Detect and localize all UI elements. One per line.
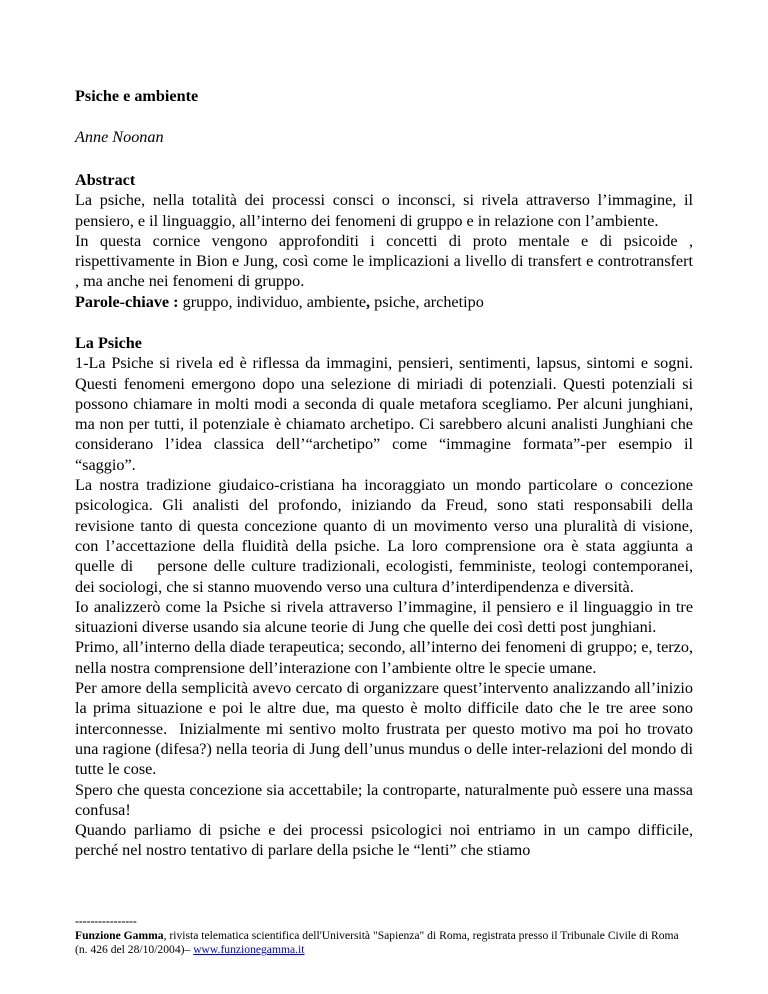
keywords-label: Parole-chiave :: [75, 293, 179, 311]
keywords-line: [75, 292, 693, 312]
keywords-terms: psiche, archetipo: [370, 293, 484, 311]
keywords-terms: gruppo, individuo, ambiente: [178, 293, 367, 311]
abstract-heading: Abstract: [75, 171, 136, 189]
footer-citation: [75, 929, 693, 957]
footer-rule: ----------------: [75, 915, 137, 928]
page-footer: [75, 915, 693, 958]
keywords-separator: ,: [366, 293, 371, 311]
section-la-psiche: [75, 333, 698, 861]
body-paragraph: 1-La Psiche si rivela ed è riflessa da immagini, pensieri, sentimenti, lapsus, sintomi e sogni. Questi fenomeni emergono dopo una selezione di miriadi di potenziali. Questi potenziali si possono chiamare in molti modi a seconda di quale metafora scegliamo. Per alcuni junghiani, ma non per tutti, il potenziale è chiamato archetipo. Ci sarebbero alcuni analisti Junghiani che considerano l’idea classica dell’“archetipo” come “immagine formata”-per esempio il “saggio”.: [75, 354, 693, 474]
body-paragraph: La nostra tradizione giudaico-cristiana ha incoraggiato un mondo particolare o concezione psicologica. Gli analisti del profondo, iniziando da Freud, sono stati responsabili della revisione tanto di questa concezione quanto di un movimento verso una pluralità di visione, con l’accettazione della fluidità della psiche. La loro comprensione ora è stata aggiunta a quelle di persone delle culture tradizionali, ecologisti, femministe, teologi contemporanei, dei sociologi, che si stanno muovendo verso una cultura d’interdipendenza e diversità.: [75, 476, 698, 596]
body-paragraph: Quando parliamo di psiche e dei processi psicologici noi entriamo in un campo difficile, perché nel nostro tentativo di parlare della psiche le “lenti” che stiamo: [75, 821, 693, 860]
body-paragraph: Primo, all’interno della diade terapeutica; secondo, all’interno dei fenomeni di gruppo; e, terzo, nella nostra comprensione dell’interazione con l’ambiente oltre le specie umane.: [75, 638, 693, 677]
section-heading: La Psiche: [75, 334, 142, 352]
abstract-section: [75, 170, 693, 292]
footer-text: , rivista telematica scientifica dell'Università "Sapienza" di Roma, registrata presso il Tribunale Civile di Roma (n. 426 del 28/10/2004)–: [75, 929, 679, 957]
author-name: Anne Noonan: [75, 128, 164, 146]
abstract-paragraph: In questa cornice vengono approfonditi i concetti di proto mentale e di psicoide , rispettivamente in Bion e Jung, così come le implicazioni a livello di transfert e controtransfert , ma anche nei fenomeni di gruppo.: [75, 231, 693, 291]
body-paragraph: Spero che questa concezione sia accettabile; la controparte, naturalmente può essere una massa confusa!: [75, 780, 693, 819]
body-paragraph: Per amore della semplicità avevo cercato di organizzare quest’intervento analizzando all’inizio la prima situazione e poi le altre due, ma questo è molto difficile dato che le tre aree sono interconnesse. Inizialmente mi sentivo molto frustrata per questo motivo ma poi ho trovato una ragione (difesa?) nella teoria di Jung dell’unus mundus o delle inter-relazioni del mondo di tutte le cose.: [75, 679, 698, 779]
abstract-paragraph: La psiche, nella totalità dei processi consci o inconsci, si rivela attraverso l’immagine, il pensiero, e il linguaggio, all’interno dei fenomeni di gruppo e in relazione con l’ambiente.: [75, 191, 693, 230]
document-title: Psiche e ambiente: [75, 87, 199, 105]
footer-website-link[interactable]: www.funzionegamma.it: [193, 943, 305, 957]
footer-journal-name: Funzione Gamma: [75, 929, 164, 943]
body-paragraph: Io analizzerò come la Psiche si rivela attraverso l’immagine, il pensiero e il linguaggio in tre situazioni diverse usando sia alcune teorie di Jung che quelle dei così detti post junghiani.: [75, 597, 693, 637]
